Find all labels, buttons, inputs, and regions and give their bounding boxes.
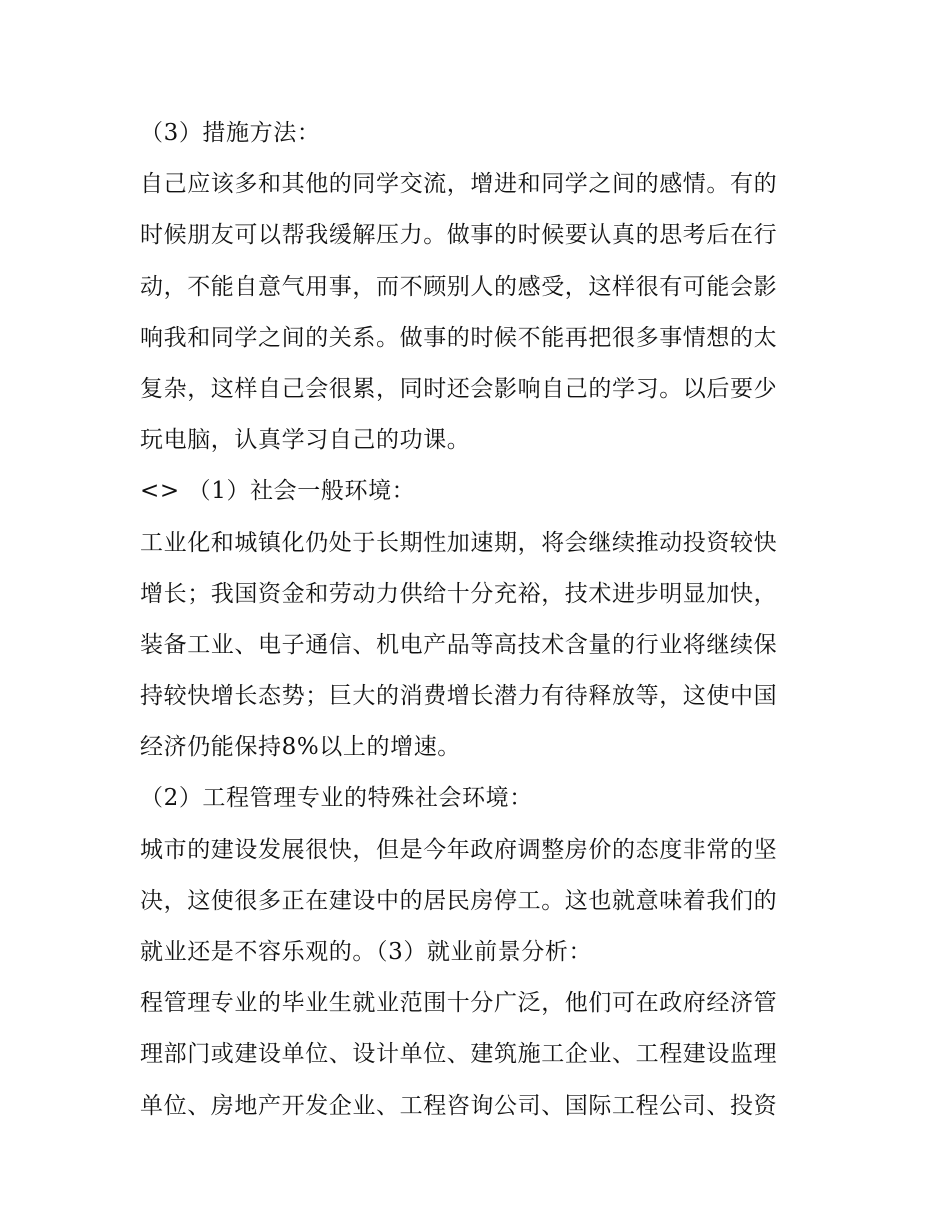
paragraph-line: 经济仍能保持8%以上的增速。 (140, 734, 461, 761)
paragraph-line: 理部门或建设单位、设计单位、建筑施工企业、工程建设监理 (140, 1041, 778, 1068)
paragraph-line: 增长；我国资金和劳动力供给十分充裕，技术进步明显加快， (140, 580, 778, 607)
paragraph-line: 复杂，这样自己会很累，同时还会影响自己的学习。以后要少 (140, 375, 778, 402)
paragraph-line: 程管理专业的毕业生就业范围十分广泛，他们可在政府经济管 (140, 990, 778, 1017)
paragraph-line: 城市的建设发展很快，但是今年政府调整房价的态度非常的坚 (140, 836, 778, 863)
paragraph-line: 工业化和城镇化仍处于长期性加速期，将会继续推动投资较快 (140, 529, 778, 556)
paragraph-line: 装备工业、电子通信、机电产品等高技术含量的行业将继续保 (140, 631, 778, 658)
paragraph-line: 持较快增长态势；巨大的消费增长潜力有待释放等，这使中国 (140, 683, 778, 710)
document-body (140, 108, 812, 1132)
paragraph-line: 时候朋友可以帮我缓解压力。做事的时候要认真的思考后在行 (140, 222, 778, 249)
paragraph-line: 单位、房地产开发企业、工程咨询公司、国际工程公司、投资 (140, 1092, 778, 1119)
paragraph-line: 决，这使很多正在建设中的居民房停工。这也就意味着我们的 (140, 887, 778, 914)
paragraph-line: 响我和同学之间的关系。做事的时候不能再把很多事情想的太 (140, 324, 778, 351)
heading-social-environment: <> （1）社会一般环境： (140, 478, 416, 505)
paragraph-line: 自己应该多和其他的同学交流，增进和同学之间的感情。有的 (140, 171, 778, 198)
paragraph-line: 玩电脑，认真学习自己的功课。 (140, 427, 471, 454)
paragraph-line: 就业还是不容乐观的。（3）就业前景分析： (140, 939, 593, 965)
paragraph-line: 动，不能自意气用事，而不顾别人的感受，这样很有可能会影 (140, 273, 778, 300)
heading-special-environment: （2）工程管理专业的特殊社会环境： (140, 785, 533, 812)
heading-measures: （3）措施方法： (140, 120, 321, 146)
